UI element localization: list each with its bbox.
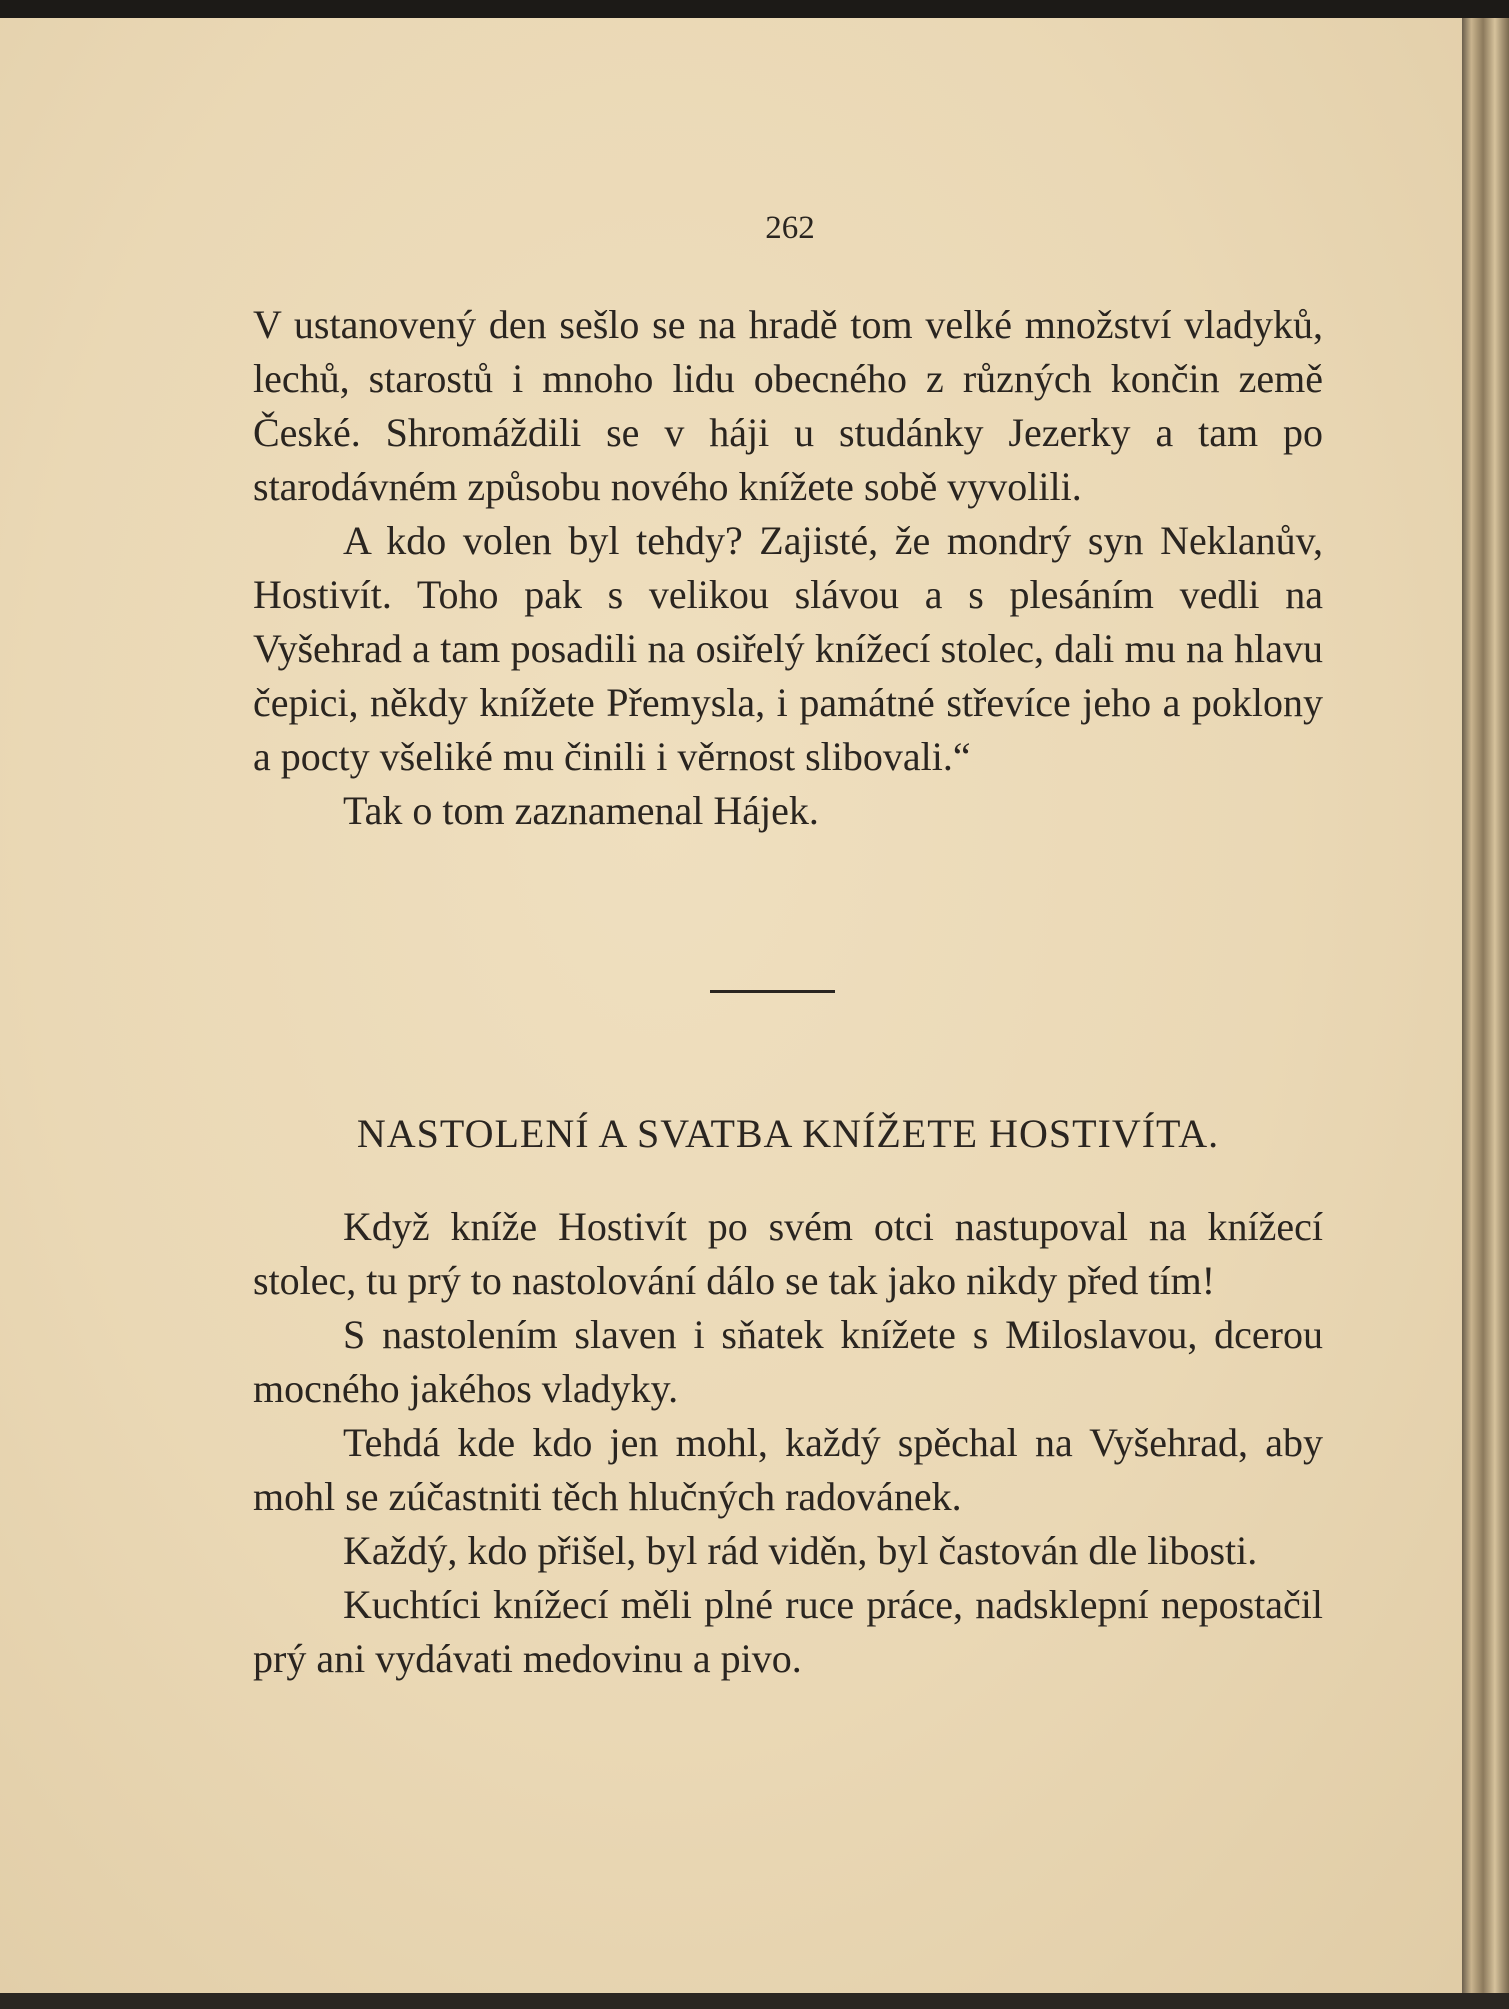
paragraph: V ustanovený den sešlo se na hradě tom velké množství vladyků, lechů, starostů i mnoho lidu obecného z různých končin země České. Shromáždili se v háji u studánky Jezerky a tam po starodávném způsobu nového knížete sobě vyvolili. xyxy=(253,302,1323,509)
bottom-edge xyxy=(0,1993,1509,2009)
page-number: 262 xyxy=(765,210,815,246)
section-divider xyxy=(710,990,835,993)
paragraph: A kdo volen byl tehdy? Zajisté, že mondrý syn Neklanův, Hostivít. Toho pak s velikou slávou a s plesáním vedli na Vyšehrad a tam posadili na osiřelý knížecí stolec, dali mu na hlavu čepici, někdy knížete Přemysla, i památné střevíce jeho a poklony a pocty všeliké mu činili i věrnost slibovali.“ xyxy=(253,518,1323,779)
section-2-text xyxy=(253,1200,1323,1686)
paragraph: Každý, kdo přišel, byl rád viděn, byl častován dle libosti. xyxy=(343,1528,1258,1573)
paragraph: Tehdá kde kdo jen mohl, každý spěchal na Vyšehrad, aby mohl se zúčastniti těch hlučných radovánek. xyxy=(253,1420,1323,1519)
paragraph: Kuchtíci knížecí měli plné ruce práce, nadsklepní nepostačil prý ani vydávati medovinu a pivo. xyxy=(253,1582,1323,1681)
chapter-title: NASTOLENÍ A SVATBA KNÍŽETE HOSTIVÍTA. xyxy=(356,1111,1220,1156)
section-1-text xyxy=(253,298,1323,838)
paragraph: Když kníže Hostivít po svém otci nastupoval na knížecí stolec, tu prý to nastolování dálo se tak jako nikdy před tím! xyxy=(253,1204,1323,1303)
page-edge xyxy=(1462,18,1509,1993)
paragraph: Tak o tom zaznamenal Hájek. xyxy=(343,788,819,833)
paragraph: S nastolením slaven i sňatek knížete s Miloslavou, dcerou mocného jakéhos vladyky. xyxy=(253,1312,1323,1411)
